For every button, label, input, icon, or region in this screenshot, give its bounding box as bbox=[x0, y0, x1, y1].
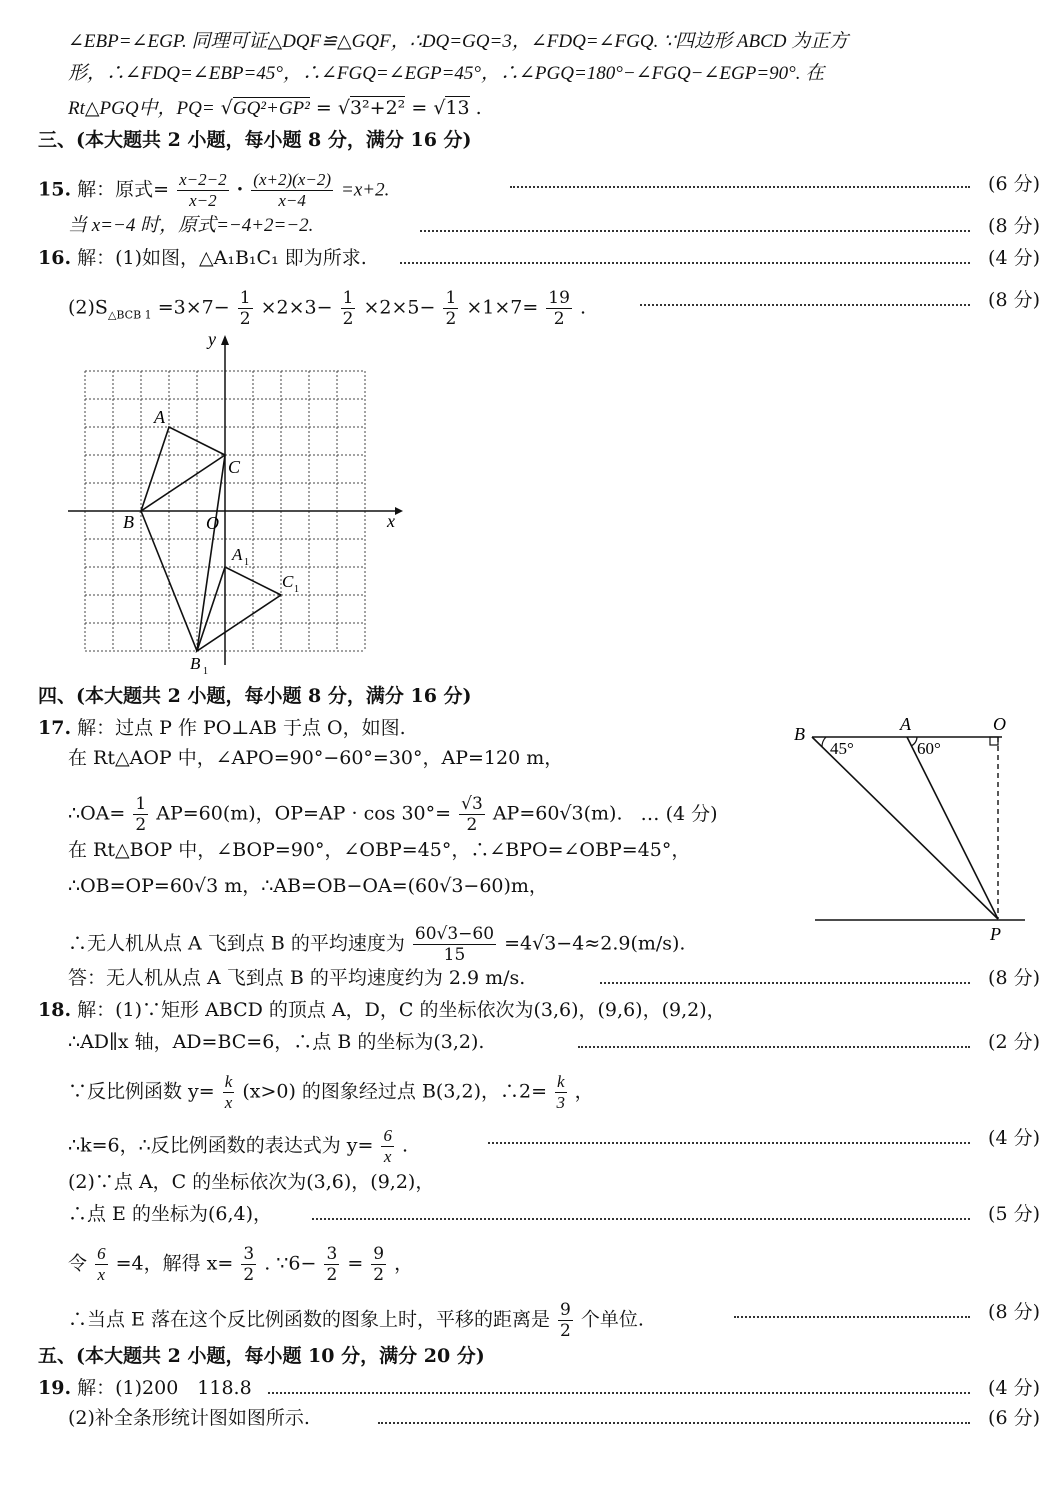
p18-6-over-x-2: $\frac{6}{x}$ bbox=[97, 1244, 106, 1284]
p17-label: 17. bbox=[38, 717, 72, 739]
dotted-leader bbox=[400, 262, 970, 264]
p18-l1: 解：(1)∵矩形 ABCD 的顶点 A，D，C 的坐标依次为(3,6)，(9,6)，(9,2)， bbox=[77, 999, 726, 1021]
p16-l2-f: . bbox=[579, 296, 587, 319]
label-y: y bbox=[208, 329, 216, 349]
label-a1: A bbox=[232, 545, 243, 564]
p15-label: 15. bbox=[38, 178, 72, 201]
p16-l2-c: ×2×3− bbox=[260, 296, 333, 319]
p16-half-2: $\frac{1}{2}$ bbox=[342, 288, 354, 329]
label-c1: C bbox=[282, 572, 294, 591]
p17-l6-b: =4√3−4≈2.9(m/s). bbox=[504, 932, 686, 955]
p18-line-7 bbox=[68, 1244, 413, 1285]
eq-1: = bbox=[315, 97, 332, 119]
p18-points-3: (5 分) bbox=[988, 1203, 1040, 1225]
p18-6-over-x: $\frac{6}{x}$ bbox=[383, 1126, 392, 1166]
label-c1-sub: 1 bbox=[294, 584, 299, 595]
p18-k-over-3: $\frac{k}{3}$ bbox=[556, 1072, 566, 1112]
p15-line-2: 当 x=−4 时，原式=−4+2=−2. bbox=[68, 215, 314, 236]
dotted-leader bbox=[420, 230, 970, 232]
label-c: C bbox=[228, 457, 241, 477]
intro-l3-a: Rt△PGQ中，PQ= bbox=[68, 98, 215, 119]
dotted-leader bbox=[734, 1316, 970, 1318]
sqrt-2: √3²+2² bbox=[337, 97, 406, 119]
drone-label-o: O bbox=[993, 714, 1006, 734]
section-4-title: 四、(本大题共 2 小题，每小题 8 分，满分 16 分) bbox=[38, 685, 472, 707]
sqrt-3: √13 bbox=[433, 97, 470, 119]
label-a1-sub: 1 bbox=[244, 557, 249, 568]
p17-l1: 解：过点 P 作 PO⊥AB 于点 O，如图. bbox=[77, 717, 406, 739]
p18-3-over-2-b: $\frac{3}{2}$ bbox=[326, 1244, 338, 1285]
section-5-title: 五、(本大题共 2 小题，每小题 10 分，满分 20 分) bbox=[38, 1345, 485, 1367]
coordinate-grid-figure bbox=[60, 325, 410, 675]
y-axis-arrow bbox=[221, 335, 229, 345]
p16-half-3: $\frac{1}{2}$ bbox=[445, 288, 457, 329]
p17-root3-half: $\frac{√3}{2}$ bbox=[461, 794, 483, 835]
p15-line-1 bbox=[38, 170, 389, 211]
drone-figure bbox=[790, 712, 1030, 952]
p16-s-sub: △BCB 1 bbox=[107, 308, 152, 322]
label-b1: B bbox=[190, 654, 201, 673]
p18-points-1: (2 分) bbox=[988, 1031, 1040, 1053]
p18-points-2: (4 分) bbox=[988, 1127, 1040, 1149]
period-1: . bbox=[475, 97, 482, 119]
p15-points-2: (8 分) bbox=[988, 215, 1040, 237]
p15-l1-a: 解：原式= bbox=[77, 178, 170, 201]
p16-points-2: (8 分) bbox=[988, 289, 1040, 311]
p19-line-1 bbox=[38, 1376, 252, 1400]
line-ap bbox=[907, 737, 998, 919]
dotted-leader bbox=[510, 186, 970, 188]
p18-k-over-x: $\frac{k}{x}$ bbox=[224, 1072, 233, 1112]
p18-9-over-2-b: $\frac{9}{2}$ bbox=[560, 1300, 571, 1341]
x-axis-arrow bbox=[395, 507, 403, 515]
p18-9-over-2: $\frac{9}{2}$ bbox=[373, 1244, 385, 1285]
segment-cb1 bbox=[197, 455, 225, 651]
drone-label-b: B bbox=[794, 724, 805, 744]
dotted-leader bbox=[578, 1046, 970, 1048]
p15-frac-2: $\frac{(x+2)(x-2)}{x-4}$ bbox=[253, 170, 331, 210]
p18-line-6: ∴点 E 的坐标为(6,4)， bbox=[68, 1203, 272, 1225]
p18-line-8 bbox=[68, 1300, 644, 1341]
p18-line-1 bbox=[38, 998, 726, 1022]
dotted-leader bbox=[378, 1422, 970, 1424]
p19-l1: 解：(1)200 118.8 bbox=[77, 1377, 252, 1399]
p17-l3-b: AP=60(m)，OP=AP · cos 30°= bbox=[156, 802, 452, 825]
section-3-title: 三、(本大题共 2 小题，每小题 8 分，满分 16 分) bbox=[38, 129, 472, 151]
intro-line-1: ∠EBP=∠EGP. 同理可证△DQF≌△GQF，∴DQ=GQ=3，∠FDQ=∠FGQ. ∵四边形 ABCD 为正方 bbox=[68, 31, 849, 52]
drone-angle-60: 60° bbox=[917, 739, 941, 758]
p18-points-4: (8 分) bbox=[988, 1301, 1040, 1323]
p19-line-2: (2)补全条形统计图如图所示. bbox=[68, 1407, 310, 1429]
p17-line-6 bbox=[68, 924, 685, 965]
drone-label-p: P bbox=[990, 924, 1001, 944]
p18-line-3 bbox=[68, 1072, 594, 1113]
p18-l7-d: = bbox=[347, 1252, 364, 1275]
p18-l4-b: . bbox=[402, 1134, 409, 1157]
p18-line-4 bbox=[68, 1126, 408, 1167]
p17-l3-c: AP=60√3(m). bbox=[492, 802, 623, 825]
label-x: x bbox=[387, 511, 395, 531]
p17-line-7: 答：无人机从点 A 飞到点 B 的平均速度约为 2.9 m/s. bbox=[68, 967, 526, 989]
p16-line-1 bbox=[38, 246, 367, 270]
p18-l8-a: ∴当点 E 落在这个反比例函数的图象上时，平移的距离是 bbox=[68, 1308, 550, 1331]
p15-dot: · bbox=[236, 178, 244, 201]
p19-points-1: (4 分) bbox=[988, 1377, 1040, 1399]
line-bp bbox=[812, 737, 998, 919]
label-b1-sub: 1 bbox=[203, 666, 208, 675]
p18-l7-c: . ∵6− bbox=[264, 1252, 317, 1275]
intro-line-3 bbox=[68, 96, 482, 121]
p18-line-5: (2)∵点 A，C 的坐标依次为(3,6)，(9,2)， bbox=[68, 1171, 435, 1193]
p16-l2-b: =3×7− bbox=[157, 296, 230, 319]
p16-l2-e: ×1×7= bbox=[466, 296, 539, 319]
eq-2: = bbox=[411, 97, 428, 119]
p16-l2-d: ×2×5− bbox=[363, 296, 436, 319]
p15-points-1: (6 分) bbox=[988, 173, 1040, 195]
intro-line-2: 形，∴∠FDQ=∠EBP=45°，∴∠FGQ=∠EGP=45°，∴∠PGQ=180°−∠FGQ−∠EGP=90°. 在 bbox=[68, 63, 825, 84]
p18-l8-b: 个单位. bbox=[580, 1308, 644, 1331]
p17-half: $\frac{1}{2}$ bbox=[135, 794, 147, 835]
p18-line-2: ∴AD∥x 轴，AD=BC=6，∴点 B 的坐标为(3,2). bbox=[68, 1031, 485, 1053]
p17-line-2: 在 Rt△AOP 中，∠APO=90°−60°=30°，AP=120 m， bbox=[68, 747, 564, 769]
p18-l7-a: 令 bbox=[68, 1252, 88, 1275]
p16-s: (2)S bbox=[68, 296, 108, 319]
p16-label: 16. bbox=[38, 247, 72, 269]
p18-label: 18. bbox=[38, 999, 72, 1021]
p15-frac-1: $\frac{x-2-2}{x-2}$ bbox=[179, 170, 227, 210]
triangle-a1b1c1 bbox=[197, 567, 281, 651]
drone-angle-45: 45° bbox=[830, 739, 854, 758]
dotted-leader bbox=[488, 1142, 970, 1144]
p18-l7-b: =4，解得 x= bbox=[115, 1252, 234, 1275]
p17-points-2: (8 分) bbox=[988, 967, 1040, 989]
label-b: B bbox=[123, 512, 134, 532]
angle-45-arc bbox=[822, 737, 826, 747]
p18-l7-e: ， bbox=[394, 1252, 414, 1275]
p16-points-1: (4 分) bbox=[988, 247, 1040, 269]
dotted-leader bbox=[640, 304, 970, 306]
sqrt-1: √GQ²+GP² bbox=[220, 97, 310, 119]
p17-line-5: ∴OB=OP=60√3 m，∴AB=OB−OA=(60√3−60)m， bbox=[68, 875, 548, 897]
p19-points-2: (6 分) bbox=[988, 1407, 1040, 1429]
p18-l3-b: (x>0) 的图象经过点 B(3,2)，∴2= bbox=[242, 1080, 547, 1103]
p17-line-1 bbox=[38, 716, 406, 740]
dotted-leader bbox=[312, 1218, 970, 1220]
p17-l3-a: ∴OA= bbox=[68, 802, 126, 825]
p17-line-4: 在 Rt△BOP 中，∠BOP=90°，∠OBP=45°，∴∠BPO=∠OBP=45°， bbox=[68, 839, 691, 861]
p18-l3-c: ， bbox=[574, 1080, 594, 1103]
p17-speed-frac: $\frac{60√3-60}{15}$ bbox=[414, 924, 495, 965]
p17-points-1: … (4 分) bbox=[640, 802, 718, 825]
p17-l6-a: ∴无人机从点 A 飞到点 B 的平均速度为 bbox=[68, 932, 405, 955]
p18-l4-a: ∴k=6，∴反比例函数的表达式为 y= bbox=[68, 1134, 374, 1157]
p16-l1: 解：(1)如图，△A₁B₁C₁ 即为所求. bbox=[77, 247, 367, 269]
dotted-leader bbox=[600, 982, 970, 984]
dotted-leader bbox=[268, 1392, 970, 1394]
p16-line-2 bbox=[68, 288, 586, 329]
right-angle-mark bbox=[990, 737, 998, 745]
p17-line-3 bbox=[68, 794, 718, 835]
triangle-abc bbox=[141, 427, 225, 511]
p18-l3-a: ∵反比例函数 y= bbox=[68, 1080, 215, 1103]
p16-half-1: $\frac{1}{2}$ bbox=[239, 288, 251, 329]
p18-3-over-2: $\frac{3}{2}$ bbox=[243, 1244, 255, 1285]
label-origin: O bbox=[206, 513, 219, 533]
label-a: A bbox=[154, 407, 165, 427]
p16-result: $\frac{19}{2}$ bbox=[548, 288, 570, 329]
drone-label-a: A bbox=[900, 714, 911, 734]
p15-l1-b: =x+2. bbox=[341, 179, 390, 201]
p19-label: 19. bbox=[38, 1377, 72, 1399]
